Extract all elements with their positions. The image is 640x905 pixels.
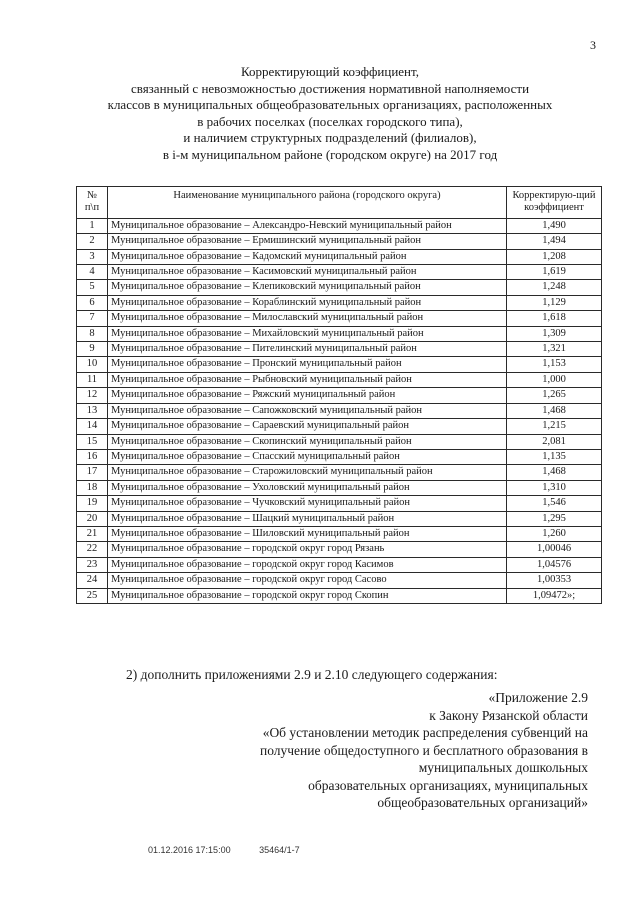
row-coef: 1,490 (507, 218, 602, 233)
appendix-line: получение общедоступного и бесплатного образования в (259, 742, 588, 758)
row-coef: 1,309 (507, 326, 602, 341)
coefficient-table (76, 186, 602, 604)
row-coef: 1,321 (507, 342, 602, 357)
title-line: и наличием структурных подразделений (филиалов), (183, 130, 477, 145)
row-coef: 1,129 (507, 295, 602, 310)
row-name: Муниципальное образование – городской округ город Сасово (108, 573, 507, 588)
row-coef: 1,546 (507, 496, 602, 511)
appendix-heading (168, 689, 588, 812)
table-row (77, 357, 602, 372)
row-name: Муниципальное образование – Шацкий муниципальный район (108, 511, 507, 526)
footer (148, 845, 326, 855)
row-num: 9 (77, 342, 108, 357)
row-coef: 1,494 (507, 234, 602, 249)
row-num: 21 (77, 526, 108, 541)
row-name: Муниципальное образование – Ермишинский муниципальный район (108, 234, 507, 249)
row-num: 8 (77, 326, 108, 341)
table-row (77, 449, 602, 464)
row-num: 4 (77, 265, 108, 280)
appendix-line: к Закону Рязанской области (429, 707, 588, 723)
row-coef: 1,208 (507, 249, 602, 264)
table-row (77, 542, 602, 557)
row-coef: 1,00046 (507, 542, 602, 557)
table-row (77, 342, 602, 357)
row-num: 11 (77, 372, 108, 387)
table-row (77, 372, 602, 387)
table-row (77, 311, 602, 326)
row-num: 23 (77, 557, 108, 572)
title-line: Корректирующий коэффициент, (241, 64, 419, 79)
row-name: Муниципальное образование – Ухоловский муниципальный район (108, 480, 507, 495)
table-row (77, 588, 602, 603)
row-name: Муниципальное образование – Рыбновский муниципальный район (108, 372, 507, 387)
row-name: Муниципальное образование – Пителинский муниципальный район (108, 342, 507, 357)
title-line: в рабочих поселках (поселках городского типа), (197, 113, 463, 129)
row-coef: 2,081 (507, 434, 602, 449)
row-coef: 1,000 (507, 372, 602, 387)
table-header-row (77, 187, 602, 219)
row-coef: 1,265 (507, 388, 602, 403)
row-coef: 1,310 (507, 480, 602, 495)
row-name: Муниципальное образование – Михайловский муниципальный район (108, 326, 507, 341)
row-name: Муниципальное образование – Ряжский муниципальный район (108, 388, 507, 403)
row-name: Муниципальное образование – Александро-Невский муниципальный район (108, 218, 507, 233)
row-num: 10 (77, 357, 108, 372)
appendix-line: образовательных организациях, муниципальных (308, 777, 588, 793)
row-name: Муниципальное образование – Старожиловский муниципальный район (108, 465, 507, 480)
row-num: 7 (77, 311, 108, 326)
row-name: Муниципальное образование – Шиловский муниципальный район (108, 526, 507, 541)
title-line: классов в муниципальных общеобразовательных организациях, расположенных (107, 97, 553, 112)
row-coef: 1,468 (507, 465, 602, 480)
row-name: Муниципальное образование – городской округ город Скопин (108, 588, 507, 603)
row-coef: 1,295 (507, 511, 602, 526)
table-row (77, 234, 602, 249)
row-coef: 1,260 (507, 526, 602, 541)
table-row (77, 218, 602, 233)
footer-timestamp: 01.12.2016 17:15:00 (148, 845, 231, 855)
table-row (77, 265, 602, 280)
header-coef: Корректирую-щий коэффициент (507, 187, 602, 219)
row-coef: 1,09472»; (507, 588, 602, 603)
row-name: Муниципальное образование – Сапожковский муниципальный район (108, 403, 507, 418)
table-row (77, 511, 602, 526)
row-num: 3 (77, 249, 108, 264)
table-body (77, 218, 602, 603)
table-row (77, 480, 602, 495)
appendix-line: «Приложение 2.9 (488, 690, 588, 705)
row-num: 25 (77, 588, 108, 603)
row-num: 19 (77, 496, 108, 511)
table-row (77, 557, 602, 572)
table-row (77, 526, 602, 541)
table-row (77, 465, 602, 480)
table-row (77, 280, 602, 295)
row-coef: 1,618 (507, 311, 602, 326)
row-num: 12 (77, 388, 108, 403)
row-num: 20 (77, 511, 108, 526)
appendix-line: «Об установлении методик распределения субвенций на (262, 725, 588, 740)
row-coef: 1,619 (507, 265, 602, 280)
row-name: Муниципальное образование – Спасский муниципальный район (108, 449, 507, 464)
appendix-line: общеобразовательных организаций» (377, 795, 588, 810)
row-num: 2 (77, 234, 108, 249)
title-line: в i-м муниципальном районе (городском округе) на 2017 год (162, 146, 498, 162)
page-number: 3 (590, 38, 596, 52)
table-row (77, 403, 602, 418)
table-row (77, 419, 602, 434)
appendix-line: муниципальных дошкольных (418, 760, 588, 775)
table-row (77, 249, 602, 264)
row-coef: 1,135 (507, 449, 602, 464)
row-num: 18 (77, 480, 108, 495)
header-name: Наименование муниципального района (городского округа) (108, 187, 507, 219)
table-row (77, 496, 602, 511)
row-num: 14 (77, 419, 108, 434)
row-num: 17 (77, 465, 108, 480)
row-name: Муниципальное образование – Чучковский муниципальный район (108, 496, 507, 511)
row-num: 15 (77, 434, 108, 449)
row-name: Муниципальное образование – Пронский муниципальный район (108, 357, 507, 372)
row-coef: 1,468 (507, 403, 602, 418)
row-name: Муниципальное образование – Кадомский муниципальный район (108, 249, 507, 264)
row-num: 16 (77, 449, 108, 464)
table-row (77, 295, 602, 310)
row-num: 1 (77, 218, 108, 233)
document-title (90, 64, 570, 163)
header-num: № п\п (77, 187, 108, 219)
row-name: Муниципальное образование – городской округ город Рязань (108, 542, 507, 557)
row-num: 6 (77, 295, 108, 310)
amendment-text: 2) дополнить приложениями 2.9 и 2.10 следующего содержания: (126, 667, 498, 682)
table-row (77, 388, 602, 403)
table-row (77, 573, 602, 588)
row-num: 5 (77, 280, 108, 295)
row-coef: 1,00353 (507, 573, 602, 588)
row-num: 13 (77, 403, 108, 418)
row-name: Муниципальное образование – Скопинский муниципальный район (108, 434, 507, 449)
table-row (77, 326, 602, 341)
row-coef: 1,215 (507, 419, 602, 434)
row-num: 24 (77, 573, 108, 588)
row-coef: 1,248 (507, 280, 602, 295)
row-name: Муниципальное образование – Милославский муниципальный район (108, 311, 507, 326)
row-name: Муниципальное образование – Кораблинский муниципальный район (108, 295, 507, 310)
table-row (77, 434, 602, 449)
title-line: связанный с невозможностью достижения нормативной наполняемости (130, 80, 530, 96)
row-coef: 1,04576 (507, 557, 602, 572)
row-name: Муниципальное образование – Касимовский муниципальный район (108, 265, 507, 280)
row-name: Муниципальное образование – Сараевский муниципальный район (108, 419, 507, 434)
row-coef: 1,153 (507, 357, 602, 372)
footer-doc-number: 35464/1-7 (259, 845, 300, 855)
row-name: Муниципальное образование – Клепиковский муниципальный район (108, 280, 507, 295)
row-num: 22 (77, 542, 108, 557)
row-name: Муниципальное образование – городской округ город Касимов (108, 557, 507, 572)
